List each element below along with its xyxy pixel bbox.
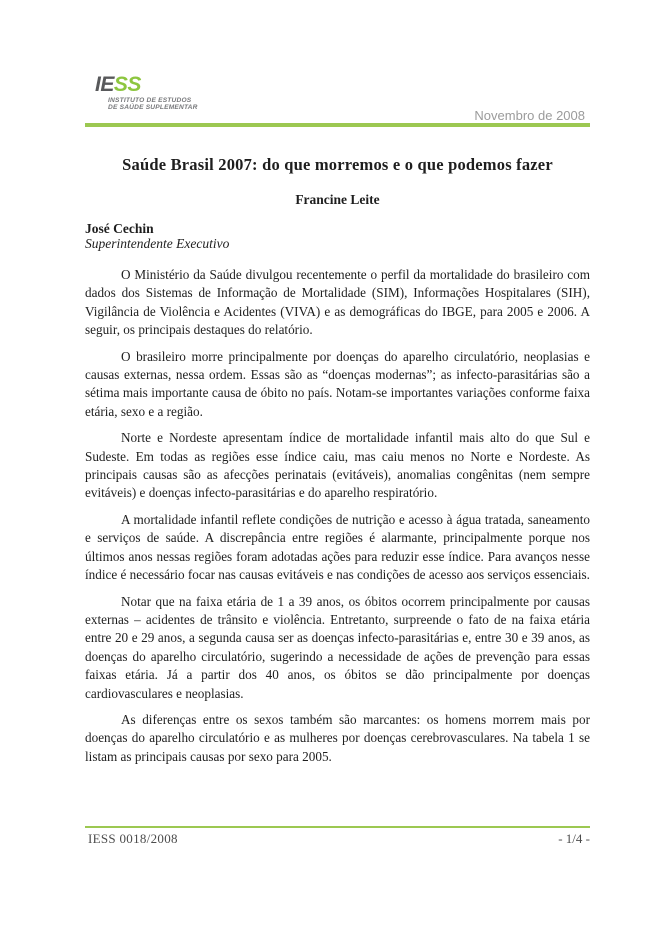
signatory-block	[85, 221, 229, 251]
document-title: Saúde Brasil 2007: do que morremos e o que podemos fazer	[122, 155, 553, 174]
footer-document-id: IESS 0018/2008	[88, 831, 178, 846]
logo-subtitle-line1: INSTITUTO DE ESTUDOS	[108, 97, 192, 104]
signatory-role: Superintendente Executivo	[85, 236, 230, 251]
footer-page-number: - 1/4 -	[558, 831, 590, 846]
paragraph-4: A mortalidade infantil reflete condições de nutrição e acesso à água tratada, saneamento e serviços de saúde. A discrepância entre regiões é alarmante, principalmente porque nos últimos anos nessas regiões foram adotadas ações para reduzir esse índice. Para avanços nesse índice é necessário focar nas causas evitáveis e nas condições de acesso aos serviços essenciais.	[85, 511, 590, 583]
logo-subtitle	[108, 98, 198, 111]
header-date: Novembro de 2008	[474, 108, 585, 123]
logo-acronym-gray: IE	[95, 73, 114, 96]
signatory-name: José Cechin	[85, 221, 154, 236]
footer-rule	[85, 826, 590, 828]
document-body	[85, 266, 590, 774]
paragraph-1: O Ministério da Saúde divulgou recentemente o perfil da mortalidade do brasileiro com dados dos Sistemas de Informação de Mortalidade (SIM), Informações Hospitalares (SIH), Vigilância de Violência e Acidentes (VIVA) e as demográficas do IBGE, para 2005 e 2006. A seguir, os principais destaques do relatório.	[85, 267, 590, 338]
paragraph-3: Norte e Nordeste apresentam índice de mortalidade infantil mais alto do que Sul e Sudeste. Em todas as regiões esse índice caiu, mas caiu menos no Norte e Nordeste. As principais causas são as afecções perinatais (evitáveis), anomalias congênitas (nem sempre evitáveis) e doenças infecto-parasitárias e do aparelho respiratório.	[85, 430, 590, 501]
logo-acronym	[95, 73, 198, 96]
logo-subtitle-line2: DE SAÚDE SUPLEMENTAR	[108, 103, 198, 111]
logo-acronym-green: SS	[113, 73, 141, 96]
paragraph-6: As diferenças entre os sexos também são marcantes: os homens morrem mais por doenças do aparelho circulatório e as mulheres por doenças cerebrovasculares. Na tabela 1 se listam as principais causas por sexo para 2005.	[85, 711, 590, 764]
paragraph-5: Notar que na faixa etária de 1 a 39 anos, os óbitos ocorrem principalmente por causas externas – acidentes de trânsito e violência. Entretanto, surpreende o fato de na faixa etária entre 20 e 29 anos, a segunda causa ser as doenças infecto-parasitárias e, entre 30 e 39 anos, as doenças do aparelho circulatório, sugerindo a necessidade de ações de prevenção para essas faixas etária. Já a partir dos 40 anos, os óbitos se dão principalmente por doenças cardiovasculares e neoplasias.	[85, 593, 590, 701]
paragraph-2: O brasileiro morre principalmente por doenças do aparelho circulatório, neoplasias e causas externas, nessa ordem. Essas são as “doenças modernas”; as infecto-parasitárias são a sétima mais importante causa de óbito no país. Notam-se importantes variações conforme faixa etária, sexo e a região.	[85, 348, 590, 419]
iess-logo	[95, 73, 198, 111]
author-name: Francine Leite	[295, 192, 380, 207]
header-rule	[85, 123, 590, 127]
